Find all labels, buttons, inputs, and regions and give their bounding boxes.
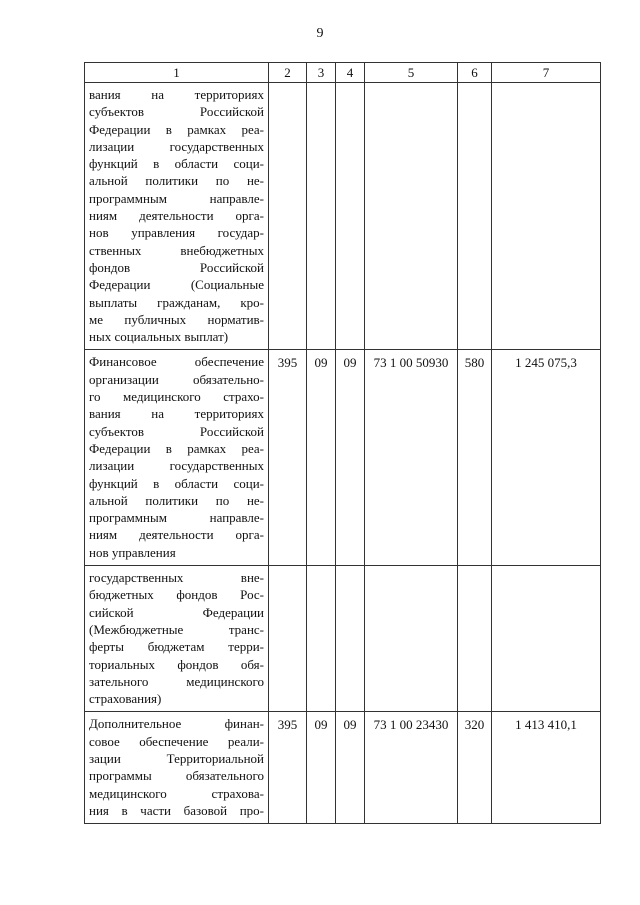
cell-expense-type: 320 <box>458 712 492 824</box>
description-line: совое обеспечение реали- <box>89 733 264 749</box>
cell-subsection: 09 <box>336 712 365 824</box>
table-row <box>85 712 601 824</box>
description-line: государственных вне- <box>89 570 264 586</box>
header-cell-6: 6 <box>458 63 492 83</box>
description-line: ных социальных выплат) <box>89 329 229 345</box>
description-line: нов управления <box>89 544 176 560</box>
description-line: альной политики по не- <box>89 492 264 508</box>
row-description <box>85 350 269 566</box>
description-line: ния в части базовой про- <box>89 802 264 818</box>
header-cell-3: 3 <box>307 63 336 83</box>
cell-amount: 1 413 410,1 <box>492 712 601 824</box>
cell-section <box>307 83 336 350</box>
description-line: медицинского страхова- <box>89 785 264 801</box>
description-line: выплаты гражданам, кро- <box>89 294 264 310</box>
description-line: субъектов Российской <box>89 423 264 439</box>
description-line: го медицинского страхо- <box>89 389 264 405</box>
description-line: Федерации в рамках реа- <box>89 121 264 137</box>
row-description <box>85 566 269 712</box>
description-line: ме публичных норматив- <box>89 311 264 327</box>
cell-expense-type <box>458 83 492 350</box>
description-line: ственных внебюджетных <box>89 242 264 258</box>
description-line: сийской Федерации <box>89 604 264 620</box>
description-line: Федерации в рамках реа- <box>89 440 264 456</box>
cell-expense-type <box>458 566 492 712</box>
table-row <box>85 350 601 566</box>
cell-target-article: 73 1 00 23430 <box>365 712 458 824</box>
description-line: ториальных фондов обя- <box>89 656 264 672</box>
description-line: организации обязательно- <box>89 371 264 387</box>
description-line: (Межбюджетные транс- <box>89 621 264 637</box>
header-cell-4: 4 <box>336 63 365 83</box>
description-line: бюджетных фондов Рос- <box>89 587 264 603</box>
description-line: фондов Российской <box>89 259 264 275</box>
description-line: ферты бюджетам терри- <box>89 639 264 655</box>
description-line: зации Территориальной <box>89 750 264 766</box>
header-cell-7: 7 <box>492 63 601 83</box>
cell-target-article <box>365 83 458 350</box>
description-line: программным направле- <box>89 190 264 206</box>
description-line: программы обязательного <box>89 768 264 784</box>
cell-ministry-code <box>269 83 307 350</box>
cell-amount: 1 245 075,3 <box>492 350 601 566</box>
description-line: Федерации (Социальные <box>89 277 264 293</box>
cell-expense-type: 580 <box>458 350 492 566</box>
description-line: программным направле- <box>89 510 264 526</box>
cell-ministry-code <box>269 566 307 712</box>
row-description <box>85 712 269 824</box>
cell-amount <box>492 83 601 350</box>
cell-section: 09 <box>307 712 336 824</box>
description-line: страхования) <box>89 691 162 707</box>
description-line: ниям деятельности орга- <box>89 208 264 224</box>
cell-subsection <box>336 566 365 712</box>
description-line: вания на территориях <box>89 87 264 102</box>
description-line: лизации государственных <box>89 458 264 474</box>
cell-target-article <box>365 566 458 712</box>
table-row <box>85 83 601 350</box>
header-cell-1: 1 <box>85 63 269 83</box>
cell-subsection: 09 <box>336 350 365 566</box>
page-number: 9 <box>316 26 324 41</box>
cell-ministry-code: 395 <box>269 712 307 824</box>
description-line: нов управления государ- <box>89 225 264 241</box>
cell-ministry-code: 395 <box>269 350 307 566</box>
budget-table <box>84 62 601 824</box>
description-line: функций в области соци- <box>89 156 264 172</box>
description-line: Дополнительное финан- <box>89 716 264 732</box>
description-line: субъектов Российской <box>89 104 264 120</box>
table-header-row <box>85 63 601 83</box>
description-line: ниям деятельности орга- <box>89 527 264 543</box>
cell-subsection <box>336 83 365 350</box>
description-line: вания на территориях <box>89 406 264 422</box>
description-line: зательного медицинского <box>89 673 264 689</box>
header-cell-2: 2 <box>269 63 307 83</box>
table-row <box>85 566 601 712</box>
cell-amount <box>492 566 601 712</box>
description-line: альной политики по не- <box>89 173 264 189</box>
cell-section: 09 <box>307 350 336 566</box>
header-cell-5: 5 <box>365 63 458 83</box>
row-description <box>85 83 269 350</box>
description-line: функций в области соци- <box>89 475 264 491</box>
cell-target-article: 73 1 00 50930 <box>365 350 458 566</box>
cell-section <box>307 566 336 712</box>
description-line: Финансовое обеспечение <box>89 354 264 370</box>
description-line: лизации государственных <box>89 138 264 154</box>
